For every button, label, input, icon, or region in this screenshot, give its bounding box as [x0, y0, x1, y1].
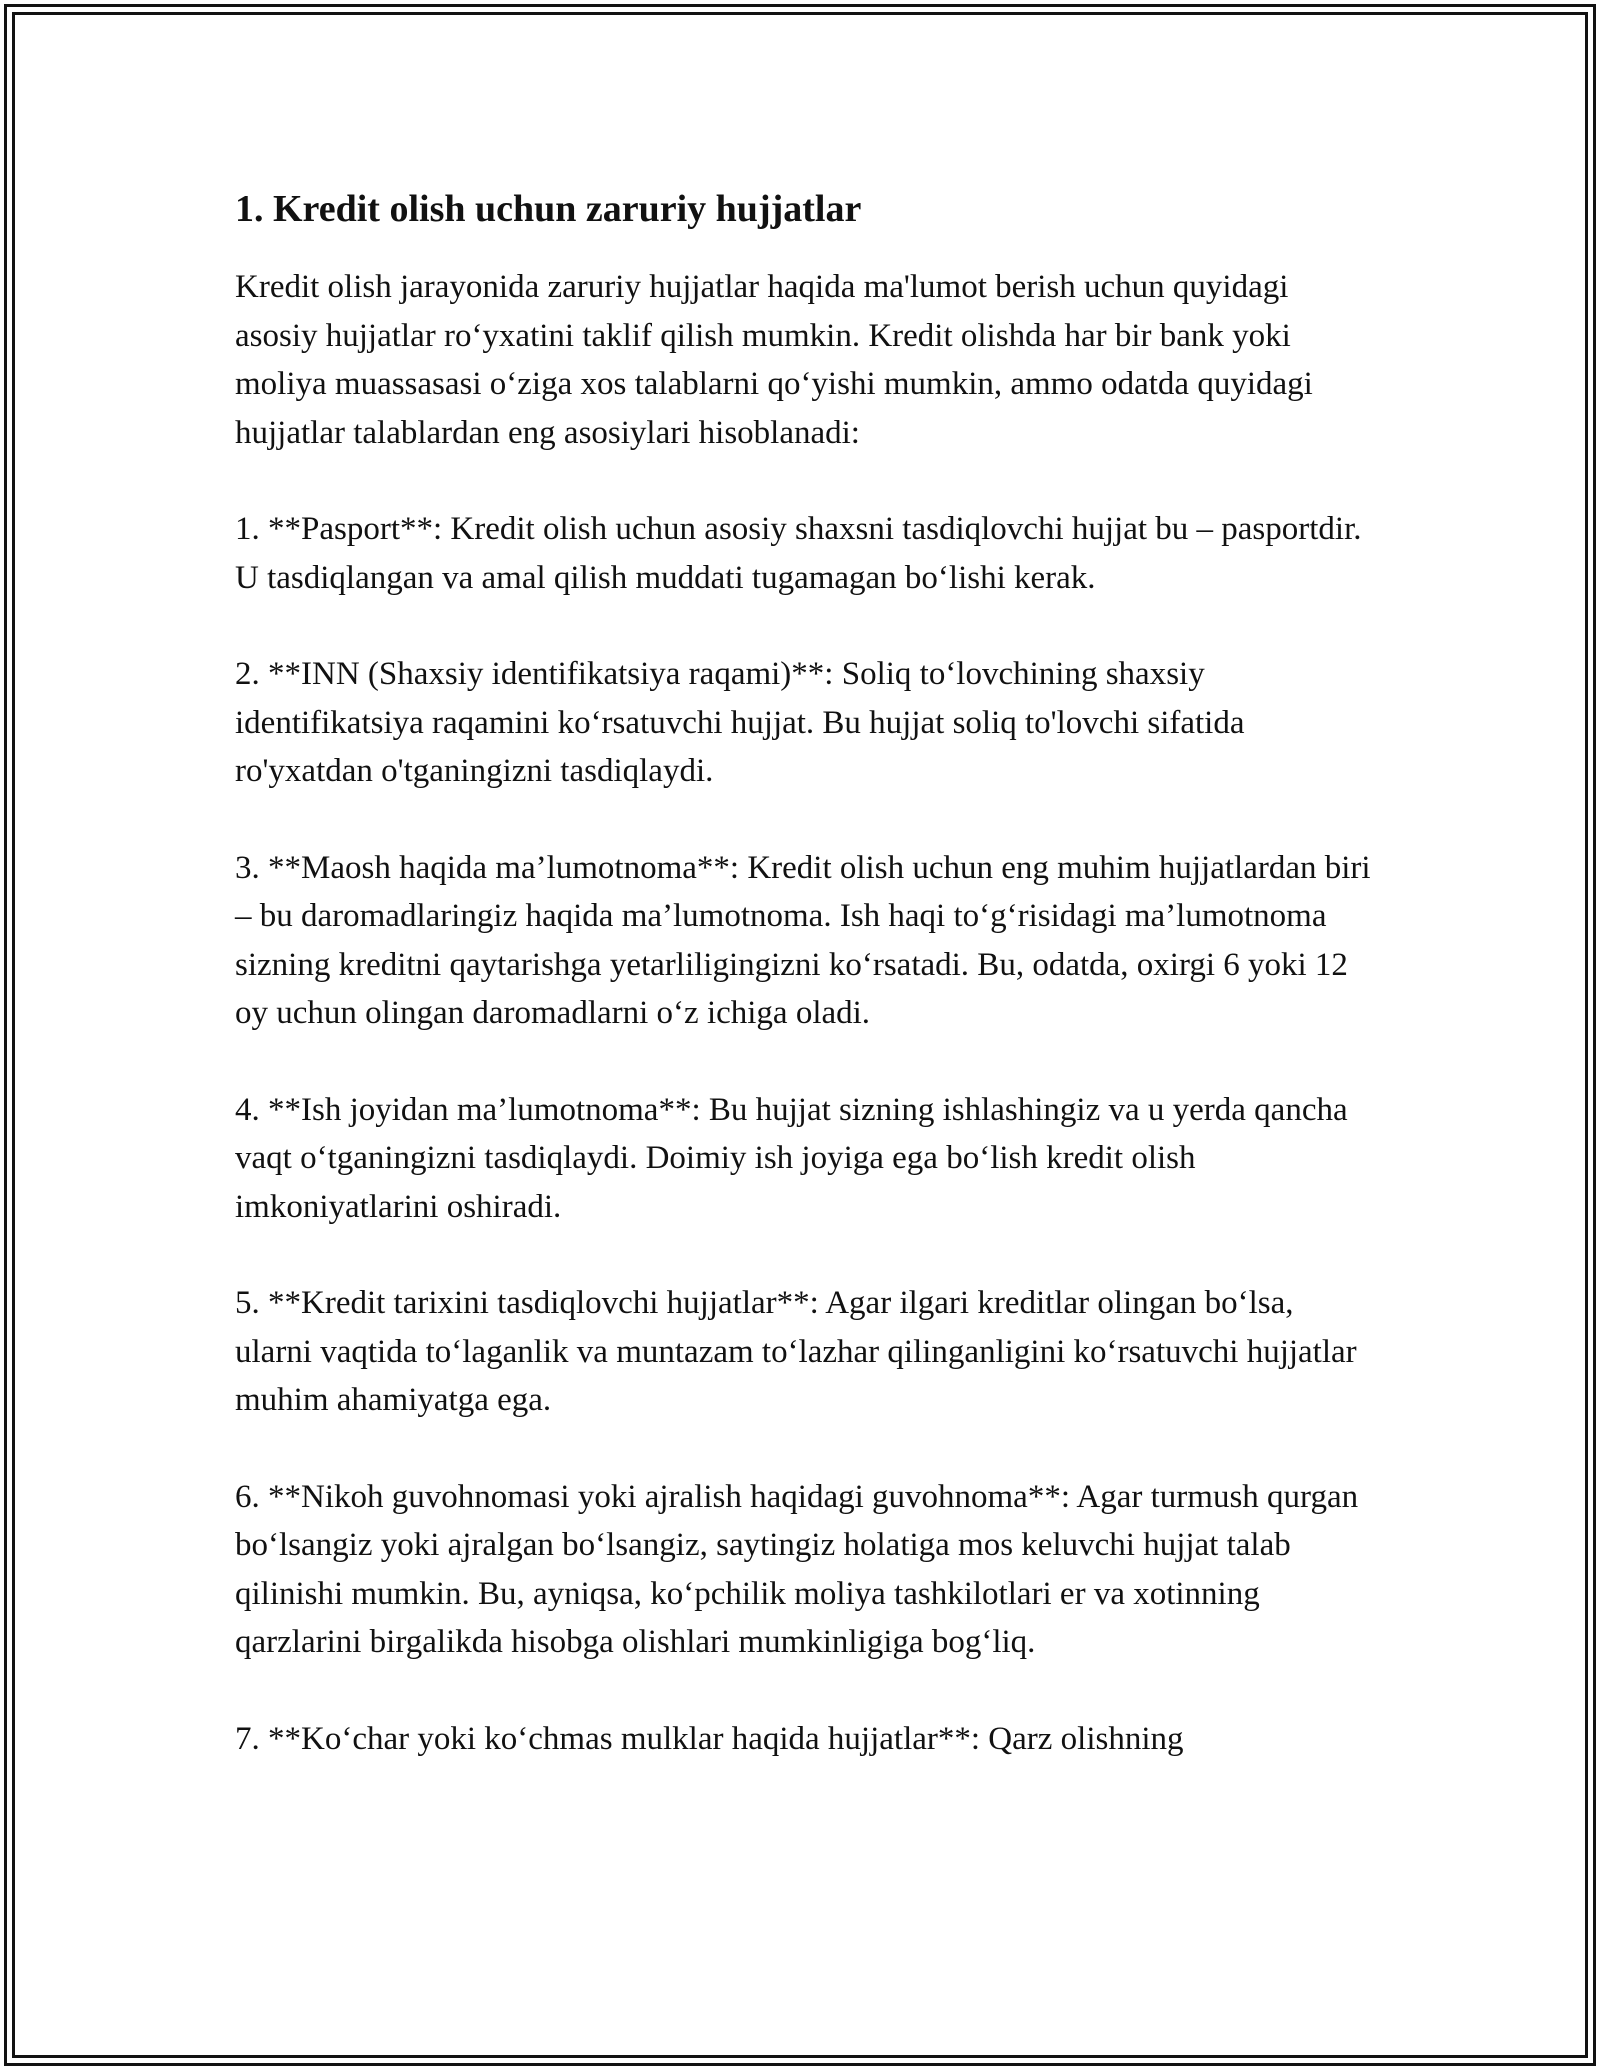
list-item-marriage-certificate: 6. **Nikoh guvohnomasi yoki ajralish haqidagi guvohnoma**: Agar turmush qurgan bo‘lsangiz yoki ajralgan bo‘lsangiz, saytingiz holatiga mos keluvchi hujjat talab qilinishi mumkin. Bu, ayniqsa, ko‘pchilik moliya tashkilotlari er va xotinning qarzlarini birgalikda hisobga olishlari mumkinligiga bog‘liq.: [235, 1478, 1359, 1660]
list-item-property-documents: 7. **Ko‘char yoki ko‘chmas mulklar haqida hujjatlar**: Qarz olishning: [235, 1720, 1184, 1757]
list-item-inn: 2. **INN (Shaxsiy identifikatsiya raqami)**: Soliq to‘lovchining shaxsiy identifikatsiya raqamini ko‘rsatuvchi hujjat. Bu hujjat soliq to'lovchi sifatida ro'yxatdan o'tganingizni tasdiqlaydi.: [235, 656, 1245, 789]
list-item-credit-history: 5. **Kredit tarixini tasdiqlovchi hujjatlar**: Agar ilgari kreditlar olingan bo‘lsa, ularni vaqtida to‘laganlik va muntazam to‘lazhar qilinganligini ko‘rsatuvchi hujjatlar muhim ahamiyatga ega.: [235, 1285, 1357, 1418]
document-body: [235, 185, 1375, 1811]
list-item-salary-certificate: 3. **Maosh haqida ma’lumotnoma**: Kredit olish uchun eng muhim hujjatlardan biri – bu daromadlaringiz haqida ma’lumotnoma. Ish haqi to‘g‘risidagi ma’lumotnoma sizning kreditni qaytarishga yetarliligingizni ko‘rsatadi. Bu, odatda, oxirgi 6 yoki 12 oy uchun olingan daromadlarni o‘z ichiga oladi.: [235, 849, 1371, 1031]
document-heading: 1. Kredit olish uchun zaruriy hujjatlar: [235, 188, 862, 230]
intro-paragraph: Kredit olish jarayonida zaruriy hujjatlar haqida ma'lumot berish uchun quyidagi asosiy hujjatlar ro‘yxatini taklif qilish mumkin. Kredit olishda har bir bank yoki moliya muassasasi o‘ziga xos talablarni qo‘yishi mumkin, ammo odatda quyidagi hujjatlar talablardan eng asosiylari hisoblanadi:: [235, 269, 1313, 451]
list-item-employment-certificate: 4. **Ish joyidan ma’lumotnoma**: Bu hujjat sizning ishlashingiz va u yerda qancha vaqt o‘tganingizni tasdiqlaydi. Doimiy ish joyiga ega bo‘lish kredit olish imkoniyatlarini oshiradi.: [235, 1091, 1348, 1225]
list-item-passport: 1. **Pasport**: Kredit olish uchun asosiy shaxsni tasdiqlovchi hujjat bu – pasportdir. U tasdiqlangan va amal qilish muddati tugamagan bo‘lishi kerak.: [235, 511, 1362, 596]
